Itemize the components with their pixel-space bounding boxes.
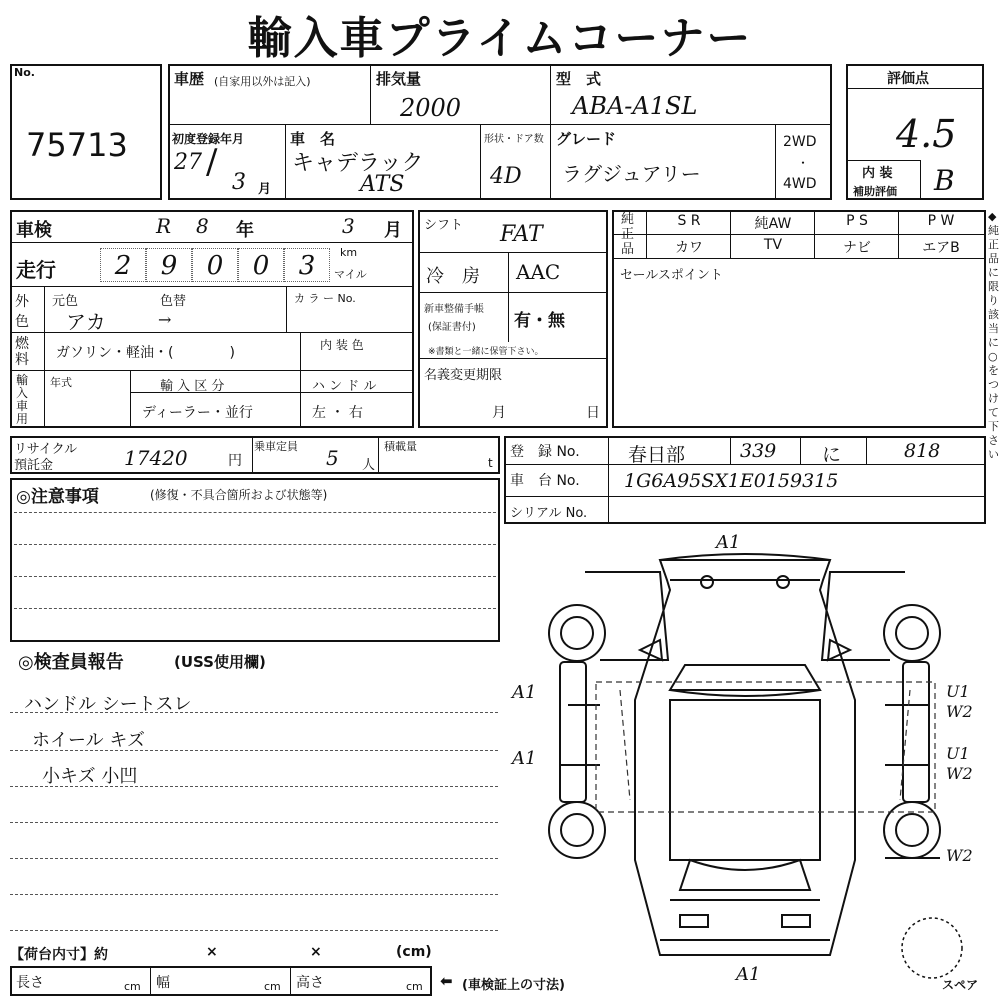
- mileage-digit: 2: [100, 248, 146, 282]
- interior-color-label: 内 装 色: [320, 338, 364, 352]
- first-reg-year: 27: [174, 150, 202, 175]
- mileage-digit: 0: [192, 248, 238, 282]
- inspection-era: R: [156, 214, 172, 238]
- first-reg-slash: /: [206, 142, 218, 182]
- history-note: (自家用以外は記入): [214, 75, 311, 88]
- first-reg-label: 初度登録年月: [172, 132, 245, 146]
- capacity-unit: 人: [362, 458, 376, 473]
- drive-4wd: 4WD: [783, 176, 817, 192]
- car-name-line2: ATS: [360, 172, 405, 197]
- orig-color-label: 元色: [52, 294, 79, 309]
- cargo-x2: ×: [310, 944, 322, 960]
- interior-value: B: [934, 164, 955, 197]
- first-reg-month-unit: 月: [258, 182, 272, 197]
- equipment-item: P W: [927, 213, 955, 229]
- lot-number: 75713: [26, 126, 128, 164]
- score-label: 評価点: [887, 71, 929, 87]
- cargo-unit: (cm): [396, 944, 432, 960]
- mileage-unit-mile: マイル: [334, 268, 367, 281]
- dim-height-unit: cm: [406, 980, 423, 993]
- notes-label: ◎注意事項: [16, 487, 99, 507]
- shape-label: 形状・ドア数: [484, 134, 544, 145]
- load-label: 積載量: [384, 440, 417, 453]
- shift-label: シフト: [424, 218, 464, 233]
- name-change-label: 名義変更期限: [424, 368, 503, 383]
- dims-arrow-icon: ⬅: [440, 972, 453, 990]
- sales-point-label: セールスポイント: [620, 268, 723, 283]
- score-value: 4.5: [896, 112, 957, 156]
- lot-no-label: No.: [14, 66, 35, 79]
- shift-value: FAT: [500, 222, 543, 247]
- mark-left-1: A1: [512, 682, 537, 703]
- interior-label-1: 内 装: [862, 166, 893, 181]
- inspector-line-2: ホイール キズ: [32, 730, 146, 751]
- inspector-label: ◎検査員報告: [18, 652, 124, 673]
- load-unit: t: [488, 456, 493, 470]
- notes-sub: (修復・不具合箇所および状態等): [150, 488, 328, 502]
- registration-class: 339: [740, 440, 777, 462]
- model-value: ABA-A1SL: [572, 92, 698, 120]
- dim-length-label: 長さ: [16, 975, 44, 991]
- aircon-value: AAC: [516, 260, 561, 284]
- inspection-month: 3: [342, 214, 355, 238]
- change-color-value: →: [158, 310, 172, 329]
- equipment-item: エアB: [922, 240, 960, 256]
- history-label: 車歴: [174, 70, 205, 88]
- side-note: ◆純正品に限り該当に○をつけて下さい: [988, 210, 999, 461]
- manual-label-2: (保証書付): [428, 322, 476, 333]
- equipment-item: ナビ: [843, 240, 871, 256]
- mark-right-1a: U1: [946, 682, 970, 701]
- aircon-label: 冷 房: [426, 266, 480, 287]
- fuel-value: ガソリン・軽油・( ): [56, 345, 235, 361]
- equipment-item: S R: [677, 213, 701, 229]
- drive-2wd: 2WD: [783, 134, 817, 150]
- cargo-label: 【荷台内寸】約: [10, 947, 108, 963]
- name-change-day: 日: [586, 405, 600, 421]
- import-type-label: 輸 入 区 分: [160, 379, 225, 394]
- change-color-label: 色替: [160, 294, 187, 309]
- mark-left-2: A1: [512, 748, 537, 769]
- registration-kana: に: [822, 444, 842, 466]
- equipment-item: カワ: [675, 240, 703, 256]
- mileage-digit: 3: [284, 248, 330, 282]
- orig-color-value: アカ: [66, 310, 106, 334]
- inspector-line-3: 小キズ 小凹: [42, 766, 138, 787]
- capacity-label: 乗車定員: [254, 440, 298, 453]
- dims-box: [10, 966, 432, 996]
- mileage-digit: 0: [238, 248, 284, 282]
- grade-value: ラグジュアリー: [562, 162, 701, 186]
- drive-dot: ・: [797, 156, 810, 170]
- car-name-label: 車 名: [290, 130, 336, 148]
- capacity-value: 5: [326, 446, 339, 470]
- color-code-label: カ ラ ー No.: [294, 292, 356, 305]
- spare-label: スペア: [942, 978, 979, 992]
- recycle-label-1: リサイクル: [14, 442, 78, 457]
- cargo-x1: ×: [206, 944, 218, 960]
- first-reg-month: 3: [232, 170, 246, 195]
- inspector-sub: (USS使用欄): [174, 653, 266, 671]
- mark-right-2a: U1: [946, 744, 970, 763]
- mark-right-2b: W2: [946, 764, 973, 783]
- dims-note: (車検証上の寸法): [462, 978, 565, 993]
- inspection-year: 8: [196, 214, 209, 238]
- handle-label: ハ ン ド ル: [312, 379, 377, 394]
- page-title: 輸入車プライムコーナー: [247, 13, 753, 64]
- ext-color-label: 外色: [15, 294, 29, 330]
- registration-number: 818: [904, 440, 941, 462]
- recycle-unit: 円: [228, 453, 242, 469]
- grade-label: グレード: [556, 130, 617, 148]
- import-type-value: ディーラー・並行: [142, 405, 253, 421]
- import-label: 輸入車用: [16, 373, 29, 426]
- dim-width-unit: cm: [264, 980, 281, 993]
- manual-label-1: 新車整備手帳: [424, 304, 484, 315]
- handle-value: 左 ・ 右: [312, 405, 363, 421]
- displacement-label: 排気量: [376, 70, 422, 88]
- inspection-label: 車検: [16, 220, 52, 241]
- import-year-label: 年式: [50, 376, 72, 389]
- dim-width-label: 幅: [156, 975, 170, 991]
- inspector-line-1: ハンドル シートスレ: [24, 694, 192, 715]
- recycle-value: 17420: [124, 446, 188, 470]
- equipment-item: 純AW: [754, 216, 792, 232]
- mileage-label: 走行: [16, 258, 56, 282]
- chassis-label: 車 台 No.: [510, 473, 580, 489]
- dim-length-unit: cm: [124, 980, 141, 993]
- registration-area: 春日部: [628, 444, 686, 466]
- car-diagram: [540, 532, 990, 992]
- interior-label-2: 補助評価: [853, 185, 897, 198]
- equipment-label: 純正品: [621, 212, 635, 257]
- serial-label: シリアル No.: [510, 506, 588, 521]
- displacement-value: 2000: [400, 94, 462, 122]
- mark-right-1b: W2: [946, 702, 973, 721]
- model-label: 型 式: [556, 70, 602, 88]
- mark-right-3: W2: [946, 846, 973, 865]
- equipment-item: TV: [763, 237, 783, 253]
- mark-top: A1: [716, 532, 741, 553]
- registration-label: 登 録 No.: [510, 444, 580, 460]
- manual-value: 有・無: [514, 311, 565, 331]
- mileage-unit-km: km: [340, 246, 358, 259]
- fuel-label: 燃料: [15, 336, 29, 368]
- dim-height-label: 高さ: [296, 975, 324, 991]
- car-name-line1: キャデラック: [292, 151, 424, 176]
- chassis-value: 1G6A95SX1E0159315: [624, 470, 839, 492]
- manual-note: ※書類と一緒に保管下さい。: [428, 347, 544, 357]
- mark-bottom: A1: [736, 964, 761, 985]
- recycle-label-2: 預託金: [14, 458, 54, 473]
- shape-value: 4D: [490, 164, 522, 189]
- equipment-item: P S: [846, 213, 868, 229]
- inspection-month-unit: 月: [384, 220, 402, 241]
- mileage-digit: 9: [146, 248, 192, 282]
- name-change-month: 月: [492, 405, 506, 421]
- inspection-year-unit: 年: [236, 220, 254, 241]
